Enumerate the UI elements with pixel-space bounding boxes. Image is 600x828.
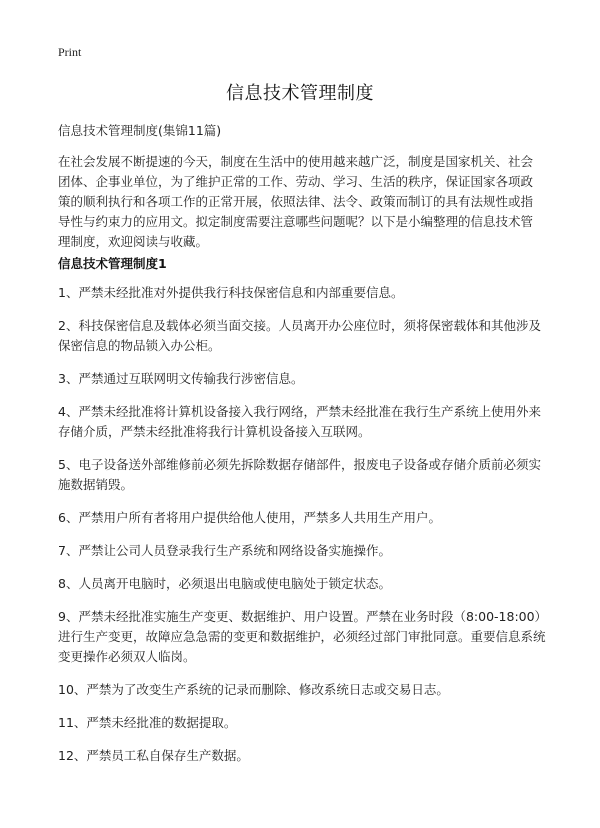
rule-item: 3、严禁通过互联网明文传输我行涉密信息。 [58,371,304,386]
rule-item: 1、严禁未经批准对外提供我行科技保密信息和内部重要信息。 [58,285,404,300]
rule-item: 5、电子设备送外部维修前必须先拆除数据存储部件，报废电子设备或存储介质前必须实施数据销毁。 [58,457,541,492]
rule-item: 12、严禁员工私自保存生产数据。 [58,748,249,763]
document-title: 信息技术管理制度 [226,83,374,104]
rule-item: 11、严禁未经批准的数据提取。 [58,715,237,730]
rule-item: 8、人员离开电脑时，必须退出电脑或使电脑处于锁定状态。 [58,576,391,591]
section-heading: 信息技术管理制度1 [58,256,167,271]
rule-item: 2、科技保密信息及载体必须当面交接。人员离开办公座位时，须将保密载体和其他涉及保密信息的物品锁入办公柜。 [58,318,541,353]
rule-item: 10、严禁为了改变生产系统的记录而删除、修改系统日志或交易日志。 [58,682,449,697]
rule-item: 9、严禁未经批准实施生产变更、数据维护、用户设置。严禁在业务时段（8:00-18:00）进行生产变更，故障应急急需的变更和数据维护，必须经过部门审批同意。重要信息系统变更操作必须双人临岗。 [58,609,546,664]
rule-item: 6、严禁用户所有者将用户提供给他人使用，严禁多人共用生产用户。 [58,510,441,525]
intro-paragraph: 在社会发展不断提速的今天，制度在生活中的使用越来越广泛，制度是国家机关、社会团体、企事业单位，为了维护正常的工作、劳动、学习、生活的秩序，保证国家各项政策的顺利执行和各项工作的正常开展，依照法律、法令、政策而制订的具有法规性或指导性与约束力的应用文。拟定制度需要注意哪些问题呢？以下是小编整理的信息技术管理制度，欢迎阅读与收藏。 [58,154,534,249]
rule-item: 7、严禁让公司人员登录我行生产系统和网络设备实施操作。 [58,543,391,558]
rule-item: 4、严禁未经批准将计算机设备接入我行网络，严禁未经批准在我行生产系统上使用外来存储介质，严禁未经批准将我行计算机设备接入互联网。 [58,404,541,439]
print-label: Print [58,45,82,59]
document-subtitle: 信息技术管理制度(集锦11篇) [58,123,222,138]
rule-list [58,283,546,779]
